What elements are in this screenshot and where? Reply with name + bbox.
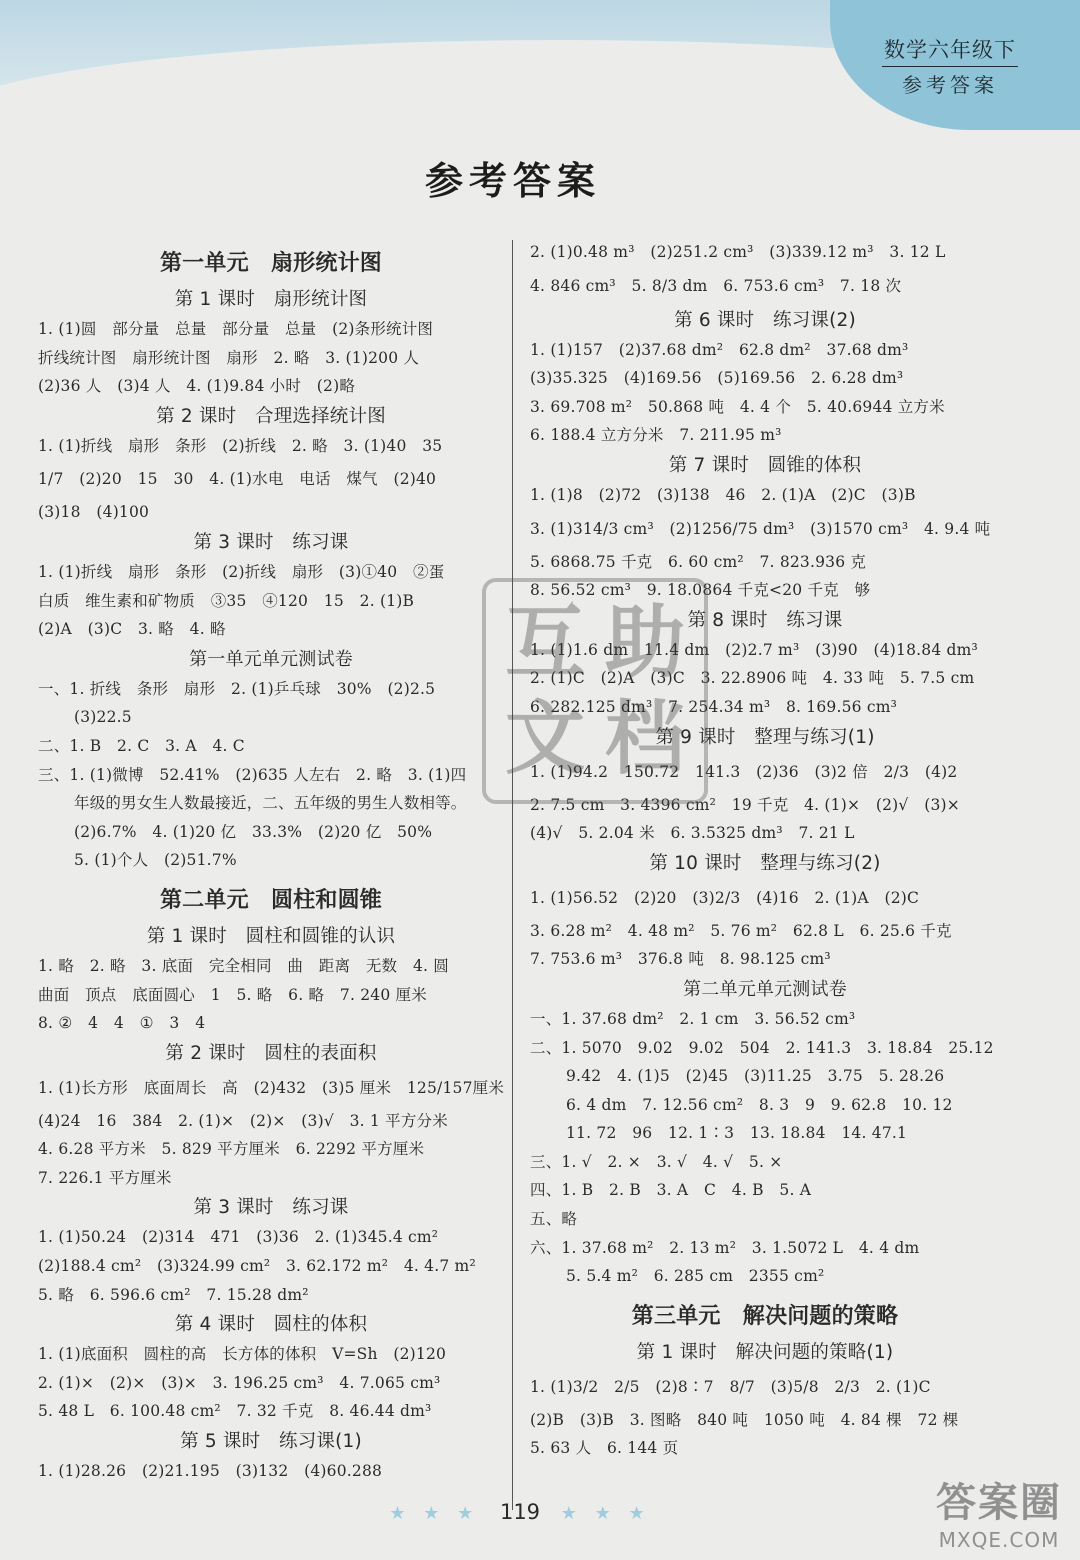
star-decoration-left: ★ ★ ★ xyxy=(389,1503,480,1524)
answer-line: 1. (1)圆 部分量 总量 部分量 总量 (2)条形统计图 xyxy=(38,320,434,338)
answer-line: 1/7 (2)20 15 30 4. (1)水电 电话 煤气 (2)40 xyxy=(38,470,437,489)
lesson-heading: 第 2 课时 合理选择统计图 xyxy=(156,405,386,427)
answer-line: 7. 753.6 m³ 376.8 吨 8. 98.125 cm³ xyxy=(530,950,831,969)
answer-line: 1. (1)折线 扇形 条形 (2)折线 2. 略 3. (1)40 35 xyxy=(38,436,443,455)
answer-line: 5. 5.4 m² 6. 285 cm 2355 cm² xyxy=(566,1267,825,1286)
answer-line: (2)6.7% 4. (1)20 亿 33.3% (2)20 亿 50% xyxy=(74,822,433,841)
answer-line: 曲面 顶点 底面圆心 1 5. 略 6. 略 7. 240 厘米 xyxy=(38,985,427,1004)
answer-line: (4)24 16 384 2. (1)× (2)× (3)√ 3. 1 平方分米 xyxy=(38,1111,448,1130)
answer-line: 1. (1)50.24 (2)314 471 (3)36 2. (1)345.4 cm² xyxy=(38,1228,439,1247)
answer-line: 五、略 xyxy=(530,1210,578,1229)
watermark-char: 互 xyxy=(505,596,585,689)
page-title: 参考答案 xyxy=(424,159,601,203)
unit-heading: 第二单元 圆柱和圆锥 xyxy=(159,886,382,913)
page-number: 119 xyxy=(499,1500,541,1524)
lesson-heading: 第 9 课时 整理与练习(1) xyxy=(655,726,875,748)
answer-line: (2)188.4 cm² (3)324.99 cm² 3. 62.172 m² 4. 4.7 m² xyxy=(38,1257,476,1276)
unit-heading: 第三单元 解决问题的策略 xyxy=(631,1302,899,1329)
lesson-heading: 第 2 课时 圆柱的表面积 xyxy=(165,1042,377,1064)
lesson-heading: 第 1 课时 圆柱和圆锥的认识 xyxy=(146,925,396,947)
watermark-char: 助 xyxy=(605,596,685,689)
answer-line: 5. (1)个人 (2)51.7% xyxy=(74,851,237,870)
logo-url: MXQE.COM xyxy=(938,1528,1060,1552)
lesson-heading: 第 5 课时 练习课(1) xyxy=(180,1431,362,1453)
answer-line: 1. (1)8 (2)72 (3)138 46 2. (1)A (2)C (3)B xyxy=(530,485,916,504)
answer-line: 三、1. (1)微博 52.41% (2)635 人左右 2. 略 3. (1)四 xyxy=(38,765,467,784)
lesson-heading: 第 8 课时 练习课 xyxy=(687,609,843,631)
watermark-stamp xyxy=(482,578,708,804)
answer-line: 2. 7.5 cm 3. 4396 cm² 19 千克 4. (1)× (2)√ (3)× xyxy=(530,795,960,814)
answer-line: 1. (1)1.6 dm 11.4 dm (2)2.7 m³ (3)90 (4)18.84 dm³ xyxy=(530,640,978,659)
running-header xyxy=(882,34,1018,98)
lesson-heading: 第 3 课时 练习课 xyxy=(193,531,349,553)
answer-line: (4)√ 5. 2.04 米 6. 3.5325 dm³ 7. 21 L xyxy=(530,824,855,843)
answer-line: 一、1. 37.68 dm² 2. 1 cm 3. 56.52 cm³ xyxy=(530,1009,856,1028)
answer-line: 5. 6868.75 千克 6. 60 cm² 7. 823.936 克 xyxy=(530,552,867,571)
answer-line: 1. (1)折线 扇形 条形 (2)折线 扇形 (3)①40 ②蛋 xyxy=(38,562,445,581)
answer-line: 1. (1)94.2 150.72 141.3 (2)36 (3)2 倍 2/3 (4)2 xyxy=(530,762,958,781)
answer-line: (3)35.325 (4)169.56 (5)169.56 2. 6.28 dm³ xyxy=(530,369,904,388)
header-section: 参考答案 xyxy=(902,73,998,97)
answer-line: (2)A (3)C 3. 略 4. 略 xyxy=(38,620,226,639)
page-footer xyxy=(0,1500,1040,1524)
answer-line: 1. 略 2. 略 3. 底面 完全相同 曲 距离 无数 4. 圆 xyxy=(38,956,449,975)
answer-line: 1. (1)长方形 底面周长 高 (2)432 (3)5 厘米 125/157厘米 xyxy=(38,1078,504,1097)
answer-line: 1. (1)28.26 (2)21.195 (3)132 (4)60.288 xyxy=(38,1462,383,1481)
answer-line: 二、1. B 2. C 3. A 4. C xyxy=(38,736,245,755)
answer-line: 三、1. √ 2. × 3. √ 4. √ 5. × xyxy=(530,1152,783,1171)
answer-line: 6. 4 dm 7. 12.56 cm² 8. 3 9 9. 62.8 10. 12 xyxy=(566,1095,953,1114)
test-heading: 第一单元单元测试卷 xyxy=(189,648,353,670)
answer-line: 2. (1)0.48 m³ (2)251.2 cm³ (3)339.12 m³ 3. 12 L xyxy=(530,243,946,261)
star-decoration-right: ★ ★ ★ xyxy=(560,1503,651,1524)
answer-line: 5. 63 人 6. 144 页 xyxy=(530,1439,679,1458)
answer-line: 4. 846 cm³ 5. 8/3 dm 6. 753.6 cm³ 7. 18 次 xyxy=(530,276,902,295)
answer-line: 1. (1)底面积 圆柱的高 长方体的体积 V=Sh (2)120 xyxy=(38,1345,447,1364)
answer-line: 六、1. 37.68 m² 2. 13 m² 3. 1.5072 L 4. 4 dm xyxy=(530,1238,920,1257)
answer-line: 4. 6.28 平方米 5. 829 平方厘米 6. 2292 平方厘米 xyxy=(38,1140,425,1159)
answer-line: 11. 72 96 12. 1∶3 13. 18.84 14. 47.1 xyxy=(566,1124,908,1143)
lesson-heading: 第 1 课时 解决问题的策略(1) xyxy=(636,1341,894,1363)
answer-line: 3. (1)314/3 cm³ (2)1256/75 dm³ (3)1570 cm³ 4. 9.4 吨 xyxy=(530,519,991,538)
answer-line: 二、1. 5070 9.02 9.02 504 2. 141.3 3. 18.84 25.12 xyxy=(530,1038,994,1057)
answer-line: 6. 188.4 立方分米 7. 211.95 m³ xyxy=(530,426,782,445)
answer-line: (2)36 人 (3)4 人 4. (1)9.84 小时 (2)略 xyxy=(38,377,356,396)
answer-line: 8. 56.52 cm³ 9. 18.0864 千克<20 千克 够 xyxy=(530,581,871,600)
answer-line: 1. (1)157 (2)37.68 dm² 62.8 dm² 37.68 dm³ xyxy=(530,340,909,359)
lesson-heading: 第 1 课时 扇形统计图 xyxy=(174,289,368,310)
unit-heading: 第一单元 扇形统计图 xyxy=(159,250,382,276)
answer-line: 年级的男女生人数最接近，二、五年级的男生人数相等。 xyxy=(74,794,467,813)
answer-line: 7. 226.1 平方厘米 xyxy=(38,1168,172,1187)
answer-line: 3. 69.708 m² 50.868 吨 4. 4 个 5. 40.6944 立方米 xyxy=(530,397,945,416)
watermark-char: 文 xyxy=(505,692,585,785)
column-divider xyxy=(512,240,513,1510)
answer-line: 2. (1)× (2)× (3)× 3. 196.25 cm³ 4. 7.065 cm³ xyxy=(38,1373,441,1392)
answer-line: 1. (1)56.52 (2)20 (3)2/3 (4)16 2. (1)A (2)C xyxy=(530,888,920,907)
lesson-heading: 第 10 课时 整理与练习(2) xyxy=(649,852,881,874)
answer-line: (3)18 (4)100 xyxy=(38,503,150,522)
answer-line: 折线统计图 扇形统计图 扇形 2. 略 3. (1)200 人 xyxy=(38,348,420,367)
left-column xyxy=(38,238,504,1486)
answer-line: 1. (1)3/2 2/5 (2)8∶7 8/7 (3)5/8 2/3 2. (1)C xyxy=(530,1377,931,1396)
watermark-char: 档 xyxy=(605,692,685,785)
lesson-heading: 第 6 课时 练习课(2) xyxy=(674,309,856,331)
answer-line: 白质 维生素和矿物质 ③35 ④120 15 2. (1)B xyxy=(38,591,415,610)
lesson-heading: 第 4 课时 圆柱的体积 xyxy=(174,1314,368,1336)
answer-line: 9.42 4. (1)5 (2)45 (3)11.25 3.75 5. 28.26 xyxy=(566,1067,945,1086)
logo-text: 答案圈 xyxy=(936,1480,1062,1526)
answer-line: 8. ② 4 4 ① 3 4 xyxy=(38,1014,206,1033)
answer-line: (2)B (3)B 3. 图略 840 吨 1050 吨 4. 84 棵 72 棵 xyxy=(530,1410,959,1429)
answer-line: 6. 282.125 dm³ 7. 254.34 m³ 8. 169.56 cm³ xyxy=(530,697,898,716)
header-subject: 数学六年级下 xyxy=(882,34,1018,67)
answer-line: 2. (1)C (2)A (3)C 3. 22.8906 吨 4. 33 吨 5. 7.5 cm xyxy=(530,669,975,688)
answer-line: 5. 48 L 6. 100.48 cm² 7. 32 千克 8. 46.44 dm³ xyxy=(38,1402,432,1421)
answer-line: (3)22.5 xyxy=(74,708,132,727)
answer-line: 3. 6.28 m² 4. 48 m² 5. 76 m² 62.8 L 6. 25.6 千克 xyxy=(530,921,952,940)
answer-line: 四、1. B 2. B 3. A C 4. B 5. A xyxy=(530,1181,812,1200)
right-column xyxy=(530,238,1000,1463)
answer-line: 5. 略 6. 596.6 cm² 7. 15.28 dm² xyxy=(38,1285,309,1304)
test-heading: 第二单元单元测试卷 xyxy=(683,978,847,1000)
answer-line: 一、1. 折线 条形 扇形 2. (1)乒乓球 30% (2)2.5 xyxy=(38,679,436,698)
lesson-heading: 第 3 课时 练习课 xyxy=(193,1197,349,1219)
lesson-heading: 第 7 课时 圆锥的体积 xyxy=(668,454,862,476)
